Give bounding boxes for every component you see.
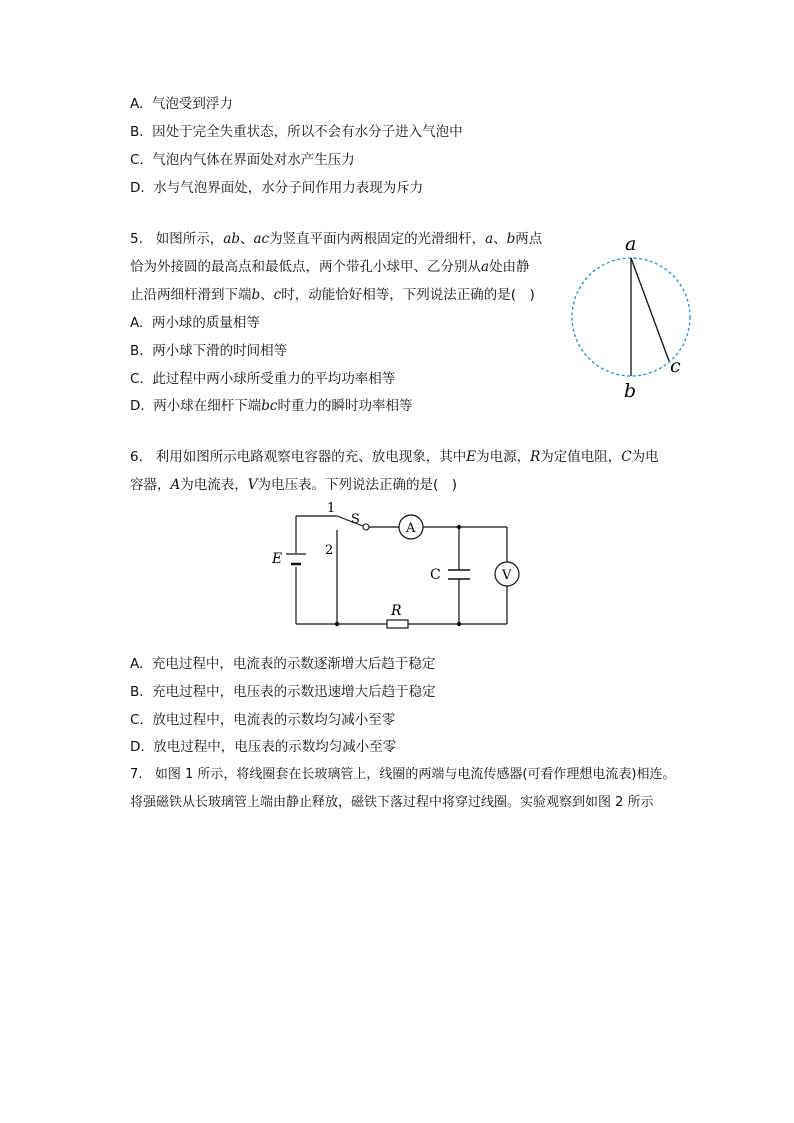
resistor bbox=[387, 620, 408, 628]
q4-option-d: D. 水与气泡界面处，水分子间作用力表现为斥力 bbox=[130, 180, 424, 196]
q6-option-d: D. 放电过程中，电压表的示数均匀减小至零 bbox=[130, 739, 397, 755]
voltmeter-label: V bbox=[502, 568, 512, 583]
resistor-label: R bbox=[391, 603, 402, 619]
q6-option-a: A. 充电过程中，电流表的示数逐渐增大后趋于稳定 bbox=[130, 656, 436, 672]
q5-stem-line-2: 恰为外接圆的最高点和最低点，两个带孔小球甲、乙分别从a处由静 bbox=[130, 259, 530, 275]
q5-option-a: A. 两小球的质量相等 bbox=[130, 315, 260, 331]
q7-stem-line-1: 7. 如图 1 所示，将线圈套在长玻璃管上，线圈的两端与电流传感器(可看作理想电流表)相连。 bbox=[130, 767, 676, 782]
q7-stem-line-2: 将强磁铁从长玻璃管上端由静止释放，磁铁下落过程中将穿过线圈。实验观察到如图 2 所示 bbox=[130, 795, 654, 810]
point-b-label: b bbox=[624, 380, 637, 402]
rod-ac bbox=[631, 258, 669, 361]
q4-option-a: A. 气泡受到浮力 bbox=[130, 96, 233, 112]
point-a-label: a bbox=[625, 233, 637, 255]
switch-contact bbox=[363, 524, 369, 530]
q6-option-c: C. 放电过程中，电流表的示数均匀减小至零 bbox=[130, 712, 396, 728]
source-label: E bbox=[272, 551, 283, 567]
q4-option-c: C. 气泡内气体在界面处对水产生压力 bbox=[130, 152, 355, 168]
junction-dot bbox=[335, 622, 339, 626]
ammeter-label: A bbox=[406, 521, 416, 536]
q5-circle-rods-figure bbox=[560, 232, 700, 404]
q5-stem-line-1: 5. 如图所示，ab、ac为竖直平面内两根固定的光滑细杆，a、b两点 bbox=[130, 231, 543, 247]
q5-option-c: C. 此过程中两小球所受重力的平均功率相等 bbox=[130, 371, 396, 387]
q6-stem-line-1: 6. 利用如图所示电路观察电容器的充、放电现象，其中E为电源，R为定值电阻，C为电 bbox=[130, 449, 659, 465]
q4-option-b: B. 因处于完全失重状态，所以不会有水分子进入气泡中 bbox=[130, 124, 463, 140]
point-c-label: c bbox=[670, 355, 681, 377]
q5-option-d: D. 两小球在细杆下端bc时重力的瞬时功率相等 bbox=[130, 398, 413, 414]
capacitor-label: C bbox=[430, 567, 441, 583]
q5-number: 5. bbox=[130, 231, 143, 247]
q5-stem-line-3: 止沿两细杆滑到下端b、c时，动能恰好相等，下列说法正确的是( ) bbox=[130, 287, 535, 303]
q5-option-b: B. 两小球下滑的时间相等 bbox=[130, 343, 288, 359]
q7-number: 7. bbox=[130, 767, 143, 782]
q6-circuit-figure bbox=[265, 500, 535, 635]
q6-stem-line-2: 容器，A为电流表，V为电压表。下列说法正确的是( ) bbox=[130, 477, 458, 493]
q6-option-b: B. 充电过程中，电压表的示数迅速增大后趋于稳定 bbox=[130, 684, 436, 700]
junction-dot bbox=[457, 622, 461, 626]
q6-number: 6. bbox=[130, 449, 143, 465]
terminal-1-label: 1 bbox=[327, 501, 336, 516]
terminal-2-label: 2 bbox=[325, 543, 334, 558]
switch-label: S bbox=[351, 512, 360, 527]
junction-dot bbox=[457, 525, 461, 529]
